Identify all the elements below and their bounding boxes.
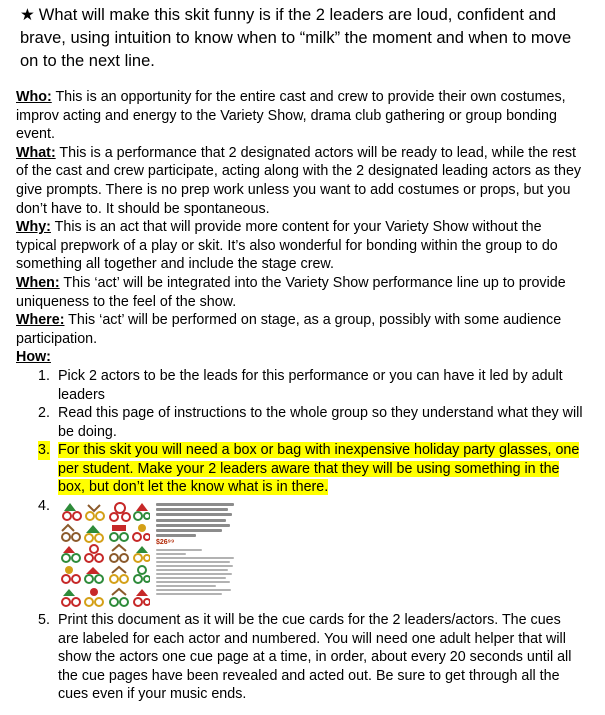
when-label: When: [16,274,60,291]
how-heading [16,348,584,367]
product-price: $26⁹⁹ [156,539,175,547]
who-paragraph [16,88,584,144]
step-number: 3. [38,442,50,459]
where-label: Where: [16,312,65,329]
list-item [16,441,584,497]
product-screenshot [58,499,236,611]
when-text: This ‘act’ will be integrated into the Variety Show performance line up to provide uniqueness to the feel of the show. [16,274,566,310]
what-label: What: [16,144,56,161]
what-text: This is a performance that 2 designated actors will be ready to lead, while the rest of the cast and crew participate, acting along with the 2 designated leading actors as they give prompts. There is no prep work unless you want to add costumes or props, but you don’t have to. It should be spontaneous. [16,144,582,217]
who-text: This is an opportunity for the entire cast and crew to provide their own costumes, improv acting and energy to the Variety Show, drama club gathering or group bonding event. [16,89,566,143]
why-paragraph [16,218,584,274]
where-paragraph [16,311,584,348]
document-body [16,88,584,704]
step-text: Pick 2 actors to be the leads for this performance or you can have it led by adult leaders [58,367,563,403]
intro-text: What will make this skit funny is if the 2 leaders are loud, confident and brave, using intuition to know when to “milk” the moment and when to move on to the next line. [20,6,572,70]
step-number: 2. [38,405,50,422]
list-item [16,367,584,404]
who-label: Who: [16,89,52,105]
star-icon: ★ [20,6,35,24]
step-number: 1. [38,367,50,384]
step-number: 5. [38,612,50,629]
list-item [16,497,584,611]
list-item [16,611,584,704]
when-paragraph [16,274,584,311]
where-text: This ‘act’ will be performed on stage, as a group, possibly with some audience participation. [16,312,562,347]
why-label: Why: [16,219,51,236]
product-description [156,503,236,607]
how-label: How: [16,349,51,366]
step-text-highlighted: For this skit you will need a box or bag with inexpensive holiday party glasses, one per student. Make your 2 leaders aware that they will be using something in the box, but don’t let the know what is in there. [58,442,580,496]
step-text: Read this page of instructions to the whole group so they understand what they will be doing. [58,405,583,440]
step-text: Print this document as it will be the cue cards for the 2 leaders/actors. The cues are labeled for each actor and numbered. You will need one adult helper that will show the actors one cue page at a time, in order, about every 20 seconds until all the cue pages have been revealed and acted out. Be sure to get through all the cues even if your music ends. [58,612,572,703]
why-text: This is an act that will provide more content for your Variety Show without the typical prepwork of a play or skit. It’s also wonderful for bonding within the group to do something all together and include the stage crew. [16,219,558,273]
list-item [16,404,584,441]
step-number: 4. [38,498,50,515]
how-steps-list [16,367,584,704]
what-paragraph [16,144,584,218]
intro-note [20,4,590,73]
holiday-party-glasses-icon [58,501,150,611]
